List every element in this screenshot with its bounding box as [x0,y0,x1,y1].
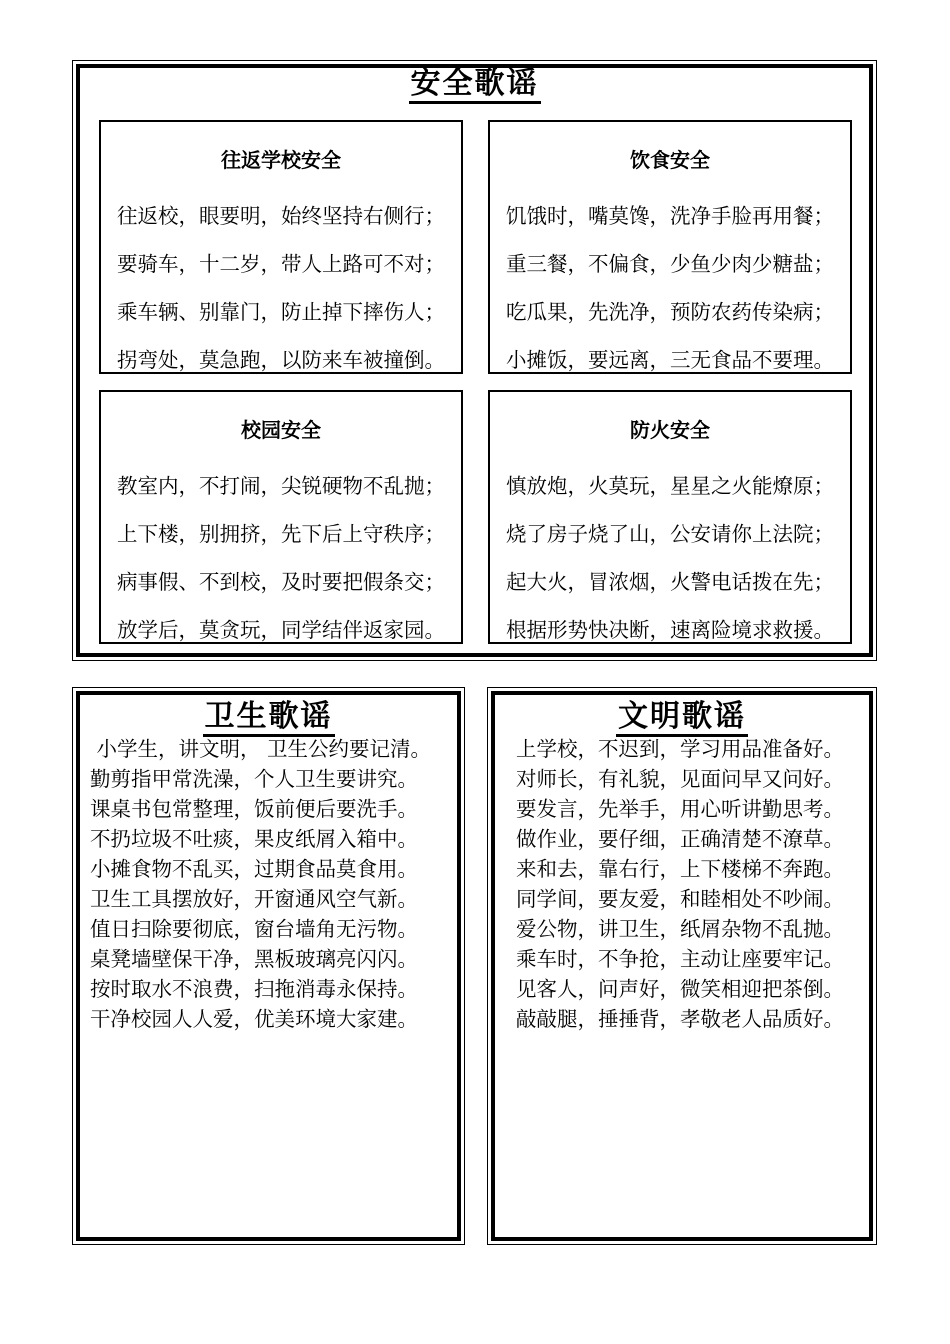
verse-line: 拐弯处，莫急跑，以防来车被撞倒。 [117,348,445,372]
safety-title: 安全歌谣 [73,67,876,101]
verse-line: 勤剪指甲常洗澡，个人卫生要讲究。 [90,767,418,791]
verse-line: 对师长，有礼貌，见面问早又问好。 [516,767,844,791]
verse-line: 重三餐，不偏食，少鱼少肉少糖盐； [506,252,834,276]
civility-panel [487,687,877,1245]
verse-line: 小学生，讲文明， 卫生公约要记清。 [90,737,432,761]
verse-line: 病事假、不到校，及时要把假条交； [117,570,445,594]
verse-line: 同学间，要友爱，和睦相处不吵闹。 [516,887,844,911]
section-lines [101,462,461,654]
section-fire-safety [488,390,852,644]
verse-line: 要骑车，十二岁，带人上路可不对； [117,252,445,276]
verse-line: 小摊饭，要远离，三无食品不要理。 [506,348,834,372]
verse-line: 饥饿时，嘴莫馋，洗净手脸再用餐； [506,204,834,228]
verse-line: 放学后，莫贪玩，同学结伴返家园。 [117,618,445,642]
verse-line: 按时取水不浪费，扫拖消毒永保持。 [90,977,418,1001]
verse-line: 上下楼，别拥挤，先下后上守秩序； [117,522,445,546]
verse-line: 课桌书包常整理，饭前便后要洗手。 [90,797,418,821]
verse-line: 慎放炮，火莫玩，星星之火能燎原； [506,474,834,498]
safety-panel [72,60,877,661]
section-food-safety [488,120,852,374]
section-commute-safety [99,120,463,374]
verse-line: 不扔垃圾不吐痰，果皮纸屑入箱中。 [90,827,418,851]
section-campus-safety [99,390,463,644]
verse-line: 根据形势快决断，速离险境求救援。 [506,618,834,642]
verse-line: 要发言，先举手，用心听讲勤思考。 [516,797,844,821]
section-title: 防火安全 [630,418,710,442]
verse-line: 做作业，要仔细，正确清楚不潦草。 [516,827,844,851]
verse-line: 卫生工具摆放好，开窗通风空气新。 [90,887,418,911]
hygiene-lines [90,734,431,1034]
section-lines [490,192,850,384]
verse-line: 乘车时，不争抢，主动让座要牢记。 [516,947,844,971]
section-title: 校园安全 [241,418,321,442]
verse-line: 烧了房子烧了山，公安请你上法院； [506,522,834,546]
section-title: 往返学校安全 [221,148,341,172]
civility-title: 文明歌谣 [488,700,876,734]
verse-line: 来和去，靠右行，上下楼梯不奔跑。 [516,857,844,881]
civility-lines [516,734,844,1034]
verse-line: 敲敲腿，捶捶背，孝敬老人品质好。 [516,1007,844,1031]
verse-line: 干净校园人人爱，优美环境大家建。 [90,1007,418,1031]
section-title: 饮食安全 [630,148,710,172]
verse-line: 吃瓜果，先洗净，预防农药传染病； [506,300,834,324]
verse-line: 教室内，不打闹，尖锐硬物不乱抛； [117,474,445,498]
verse-line: 桌凳墙壁保干净，黑板玻璃亮闪闪。 [90,947,418,971]
hygiene-panel [72,687,465,1245]
verse-line: 小摊食物不乱买，过期食品莫食用。 [90,857,418,881]
verse-line: 起大火，冒浓烟，火警电话拨在先； [506,570,834,594]
verse-line: 爱公物，讲卫生，纸屑杂物不乱抛。 [516,917,844,941]
hygiene-title: 卫生歌谣 [73,700,464,734]
verse-line: 乘车辆、别靠门，防止掉下摔伤人； [117,300,445,324]
verse-line: 见客人，问声好，微笑相迎把茶倒。 [516,977,844,1001]
verse-line: 上学校，不迟到，学习用品准备好。 [516,737,844,761]
verse-line: 往返校，眼要明，始终坚持右侧行； [117,204,445,228]
verse-line: 值日扫除要彻底，窗台墙角无污物。 [90,917,418,941]
section-lines [101,192,461,384]
section-lines [490,462,850,654]
